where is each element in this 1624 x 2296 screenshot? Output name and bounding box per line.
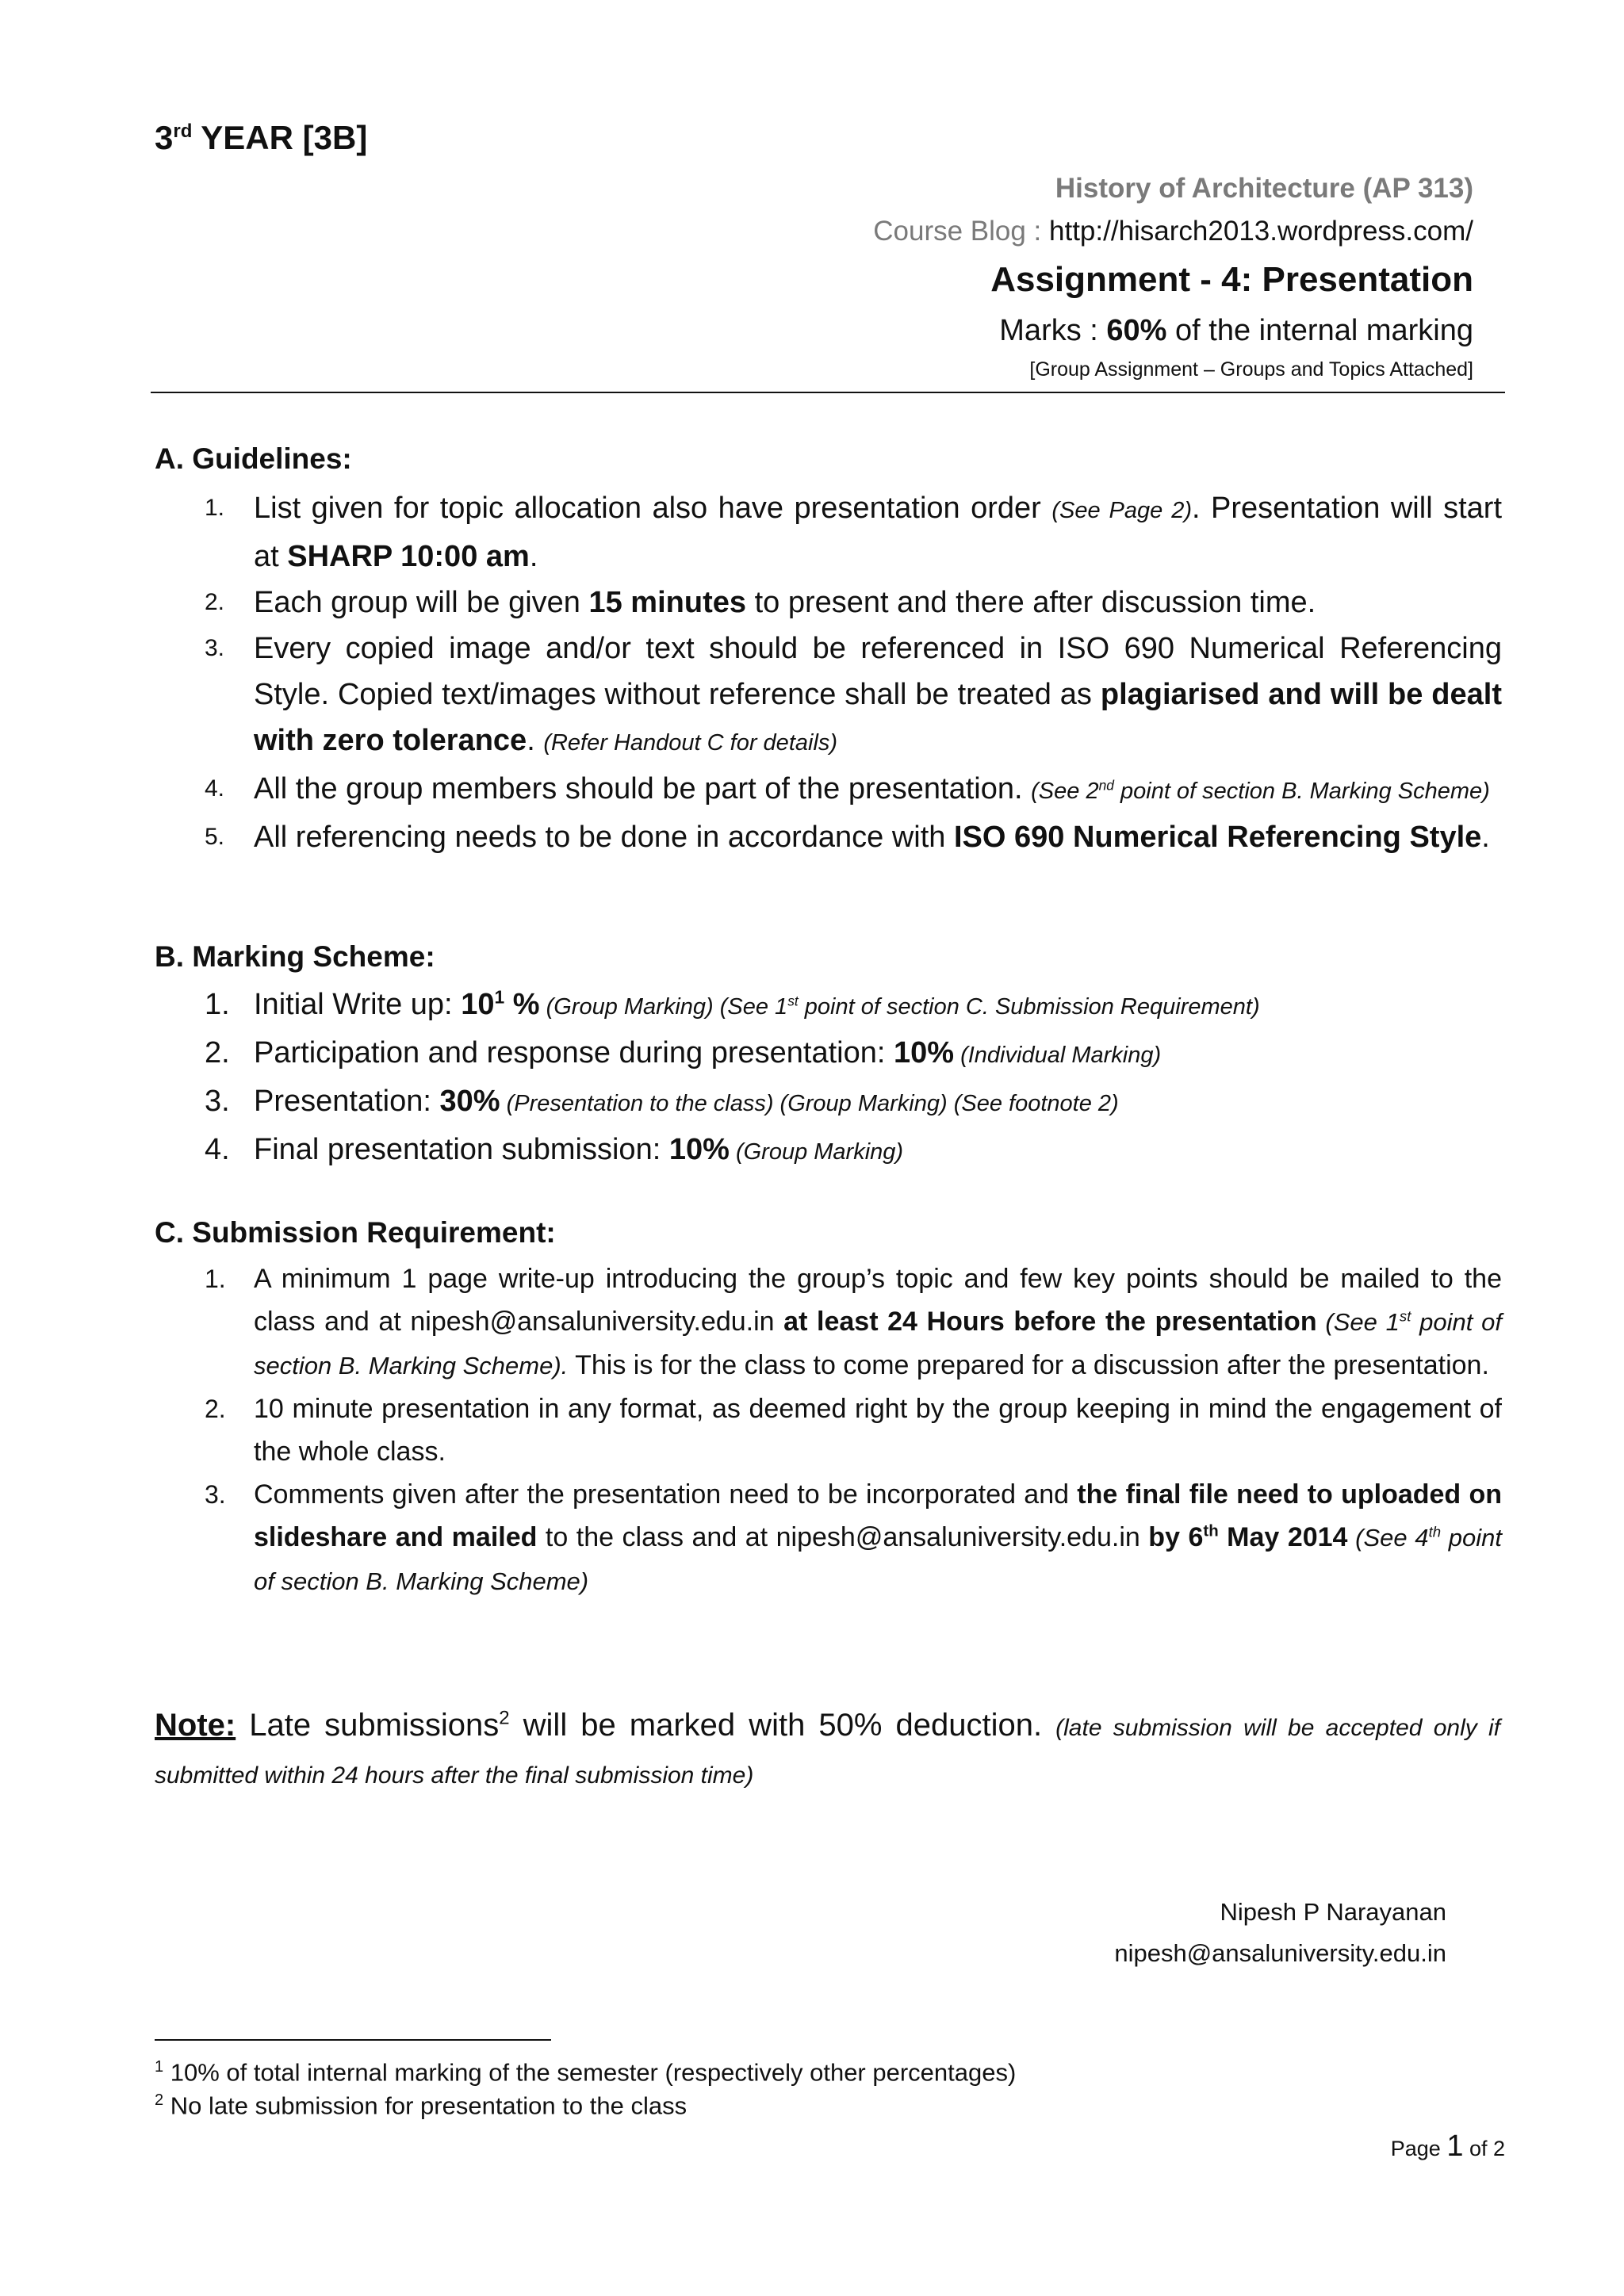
signature-name: Nipesh P Narayanan xyxy=(1220,1898,1446,1926)
signature-block xyxy=(1114,1892,1446,1974)
list-item: 4. Final presentation submission: 10% (Group Marking) xyxy=(205,1133,904,1166)
footnote-divider xyxy=(155,2039,551,2041)
course-blog: Course Blog : http://hisarch2013.wordpress.com/ xyxy=(873,216,1473,247)
list-item: 2. Each group will be given 15 minutes to present and there after discussion time. xyxy=(205,586,1316,619)
section-c-heading: C. Submission Requirement: xyxy=(155,1216,556,1249)
late-submission-note: Note: Late submissions$^2$ will be marked with 50% deduction. (late submission will be accepted only if submitted within 24 hours after the final submission time) xyxy=(155,1707,1501,1789)
submission-list xyxy=(205,1257,1503,1603)
guidelines-list xyxy=(205,485,1503,860)
signature-email[interactable]: nipesh@ansaluniversity.edu.in xyxy=(1114,1939,1446,1967)
list-item: 1. Initial Write up: $10^1$ % (Group Marking) (See 1st point of section C. Submission Requirement) xyxy=(205,986,1260,1021)
year-heading: 3rd YEAR [3B] xyxy=(155,119,368,156)
list-item: 3. Presentation: 30% (Presentation to the class) (Group Marking) (See footnote 2) xyxy=(205,1085,1119,1118)
list-item: 2. 10 minute presentation in any format, as deemed right by the group keeping in mind the engagement of the whole class. xyxy=(205,1394,1502,1467)
blog-link[interactable]: http://hisarch2013.wordpress.com/ xyxy=(1049,216,1473,247)
header-divider xyxy=(151,392,1505,393)
list-item: 4. All the group members should be part of the presentation. (See 2nd point of section B. Marking Scheme) xyxy=(205,772,1490,806)
course-title: History of Architecture (AP 313) xyxy=(1055,173,1473,204)
section-b-heading: B. Marking Scheme: xyxy=(155,940,435,973)
list-item: 2. Participation and response during presentation: 10% (Individual Marking) xyxy=(205,1036,1162,1070)
footnote-2: $^2$ No late submission for presentation to the class xyxy=(155,2091,688,2120)
assignment-title: Assignment - 4: Presentation xyxy=(990,260,1473,299)
marking-scheme-list xyxy=(205,982,1502,1175)
list-item: 1. List given for topic allocation also have presentation order (See Page 2). Presentation will start at SHARP 10:00 am. xyxy=(205,492,1503,573)
list-item: 3. Comments given after the presentation need to be incorporated and the final file need to uploaded on slideshare and mailed to the class and at nipesh@ansaluniversity.edu.in by 6th May 2014 (See 4th point of section B. Marking Scheme) xyxy=(205,1479,1502,1595)
list-item: 3. Every copied image and/or text should be referenced in ISO 690 Numerical Referencing Style. Copied text/images without reference shall be treated as plagiarised and will be dealt with zero tolerance. (Refer Handout C for details) xyxy=(205,632,1503,757)
section-a-heading: A. Guidelines: xyxy=(155,442,352,475)
page-number: Page 1 of 2 xyxy=(1390,2130,1505,2163)
footnote-1: $^1$ 10% of total internal marking of the semester (respectively other percentages) xyxy=(155,2058,1017,2087)
list-item: 1. A minimum 1 page write-up introducing the group’s topic and few key points should be mailed to the class and at nipesh@ansaluniversity.edu.in at least 24 Hours before the presentation (See 1st point of section B. Marking Scheme). This is for the class to come prepared for a discussion after the presentation. xyxy=(205,1264,1503,1380)
marks-line: Marks : 60% of the internal marking xyxy=(999,314,1473,347)
list-item: 5. All referencing needs to be done in accordance with ISO 690 Numerical Referencing Style. xyxy=(205,821,1490,854)
group-note: [Group Assignment – Groups and Topics Attached] xyxy=(1029,358,1473,381)
